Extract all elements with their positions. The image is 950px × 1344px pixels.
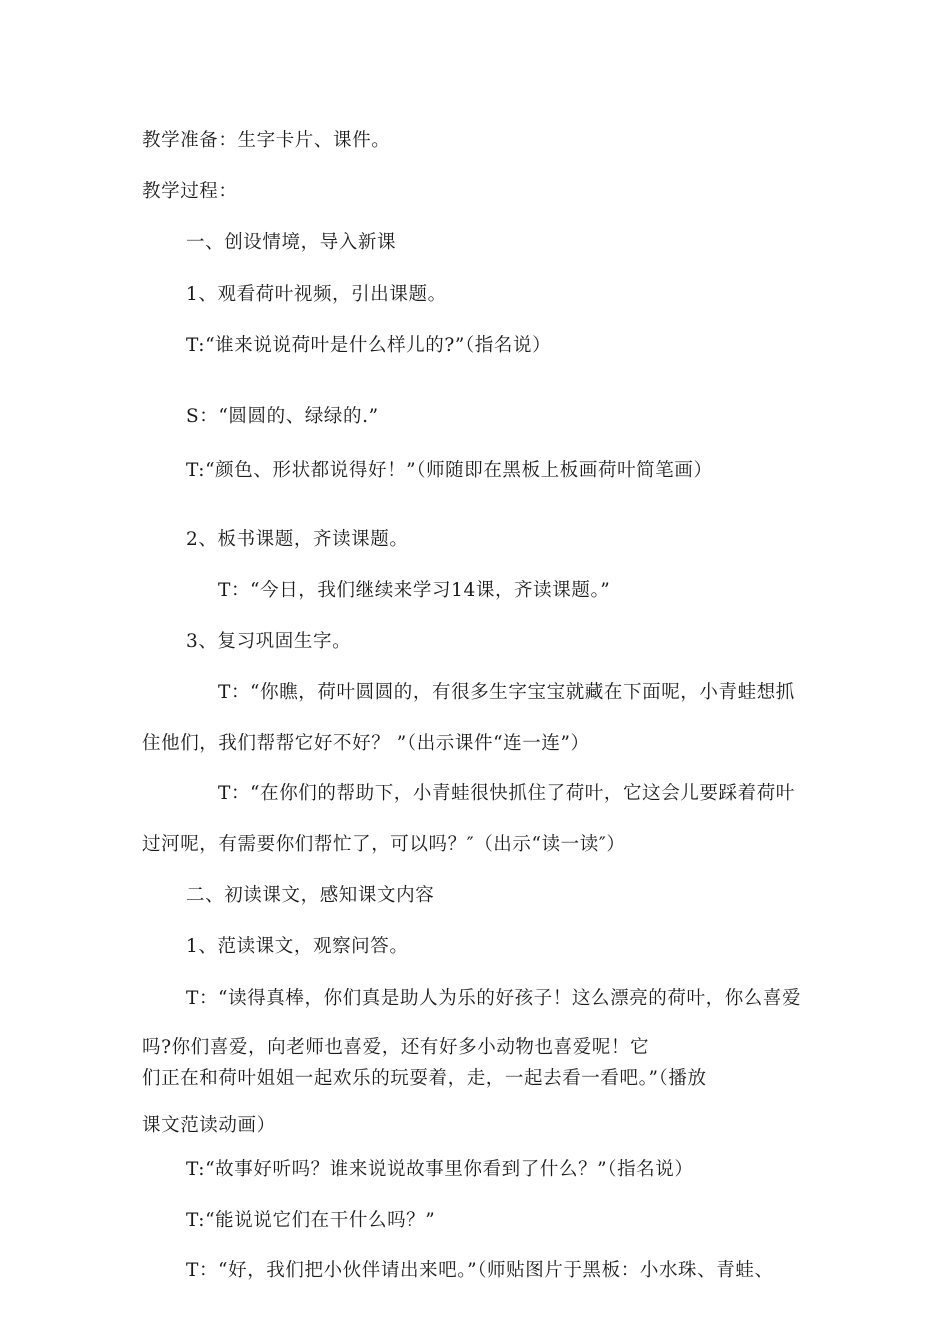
paragraph-line: 3、复习巩固生字。 <box>186 631 352 652</box>
paragraph-line: 1、观看荷叶视频，引出课题。 <box>186 284 447 305</box>
paragraph-line: T：“好，我们把小伙伴请出来吧。”（师贴图片于黑板：小水珠、青蛙、 <box>186 1260 774 1281</box>
paragraph-line: T：“在你们的帮助下，小青蛙很快抓住了荷叶，它这会儿要踩着荷叶 <box>218 783 795 804</box>
paragraph-line: T:“谁来说说荷叶是什么样儿的?”（指名说） <box>186 335 552 356</box>
paragraph-line: T:“故事好听吗？谁来说说故事里你看到了什么？”（指名说） <box>186 1159 694 1180</box>
paragraph-line: T:“颜色、形状都说得好！”（师随即在黑板上板画荷叶简笔画） <box>186 460 713 481</box>
paragraph-line: 1、范读课文，观察问答。 <box>186 936 409 957</box>
paragraph-line: T：“读得真棒，你们真是助人为乐的好孩子！这么漂亮的荷叶，你么喜爱 <box>186 988 802 1009</box>
paragraph-line: T:“能说说它们在干什么吗？” <box>186 1210 436 1231</box>
paragraph-line: 过河呢，有需要你们帮忙了，可以吗？″（出示“读一读″） <box>142 834 626 855</box>
section-heading-2: 二、初读课文，感知课文内容 <box>186 885 435 906</box>
paragraph-line: 吗?你们喜爱，向老师也喜爱，还有好多小动物也喜爱呢！它 <box>142 1037 650 1058</box>
paragraph-line: T：“你瞧，荷叶圆圆的，有很多生字宝宝就藏在下面呢，小青蛙想抓 <box>218 682 795 703</box>
paragraph-line: 住他们，我们帮帮它好不好？ ”（出示课件“连一连”） <box>142 733 590 754</box>
teaching-process-heading: 教学过程： <box>142 181 238 202</box>
paragraph-line: T：“今日，我们继续来学习14课，齐读课题。” <box>218 580 611 601</box>
paragraph-line: 课文范读动画） <box>142 1115 276 1136</box>
paragraph-line: S：“圆圆的、绿绿的.” <box>186 406 379 427</box>
paragraph-line: 们正在和荷叶姐姐一起欢乐的玩耍着，走，一起去看一看吧。”（播放 <box>142 1068 707 1089</box>
teaching-preparation-line: 教学准备：生字卡片、课件。 <box>142 130 391 151</box>
section-heading-1: 一、创设情境，导入新课 <box>186 232 397 253</box>
paragraph-line: 2、板书课题，齐读课题。 <box>186 529 409 550</box>
